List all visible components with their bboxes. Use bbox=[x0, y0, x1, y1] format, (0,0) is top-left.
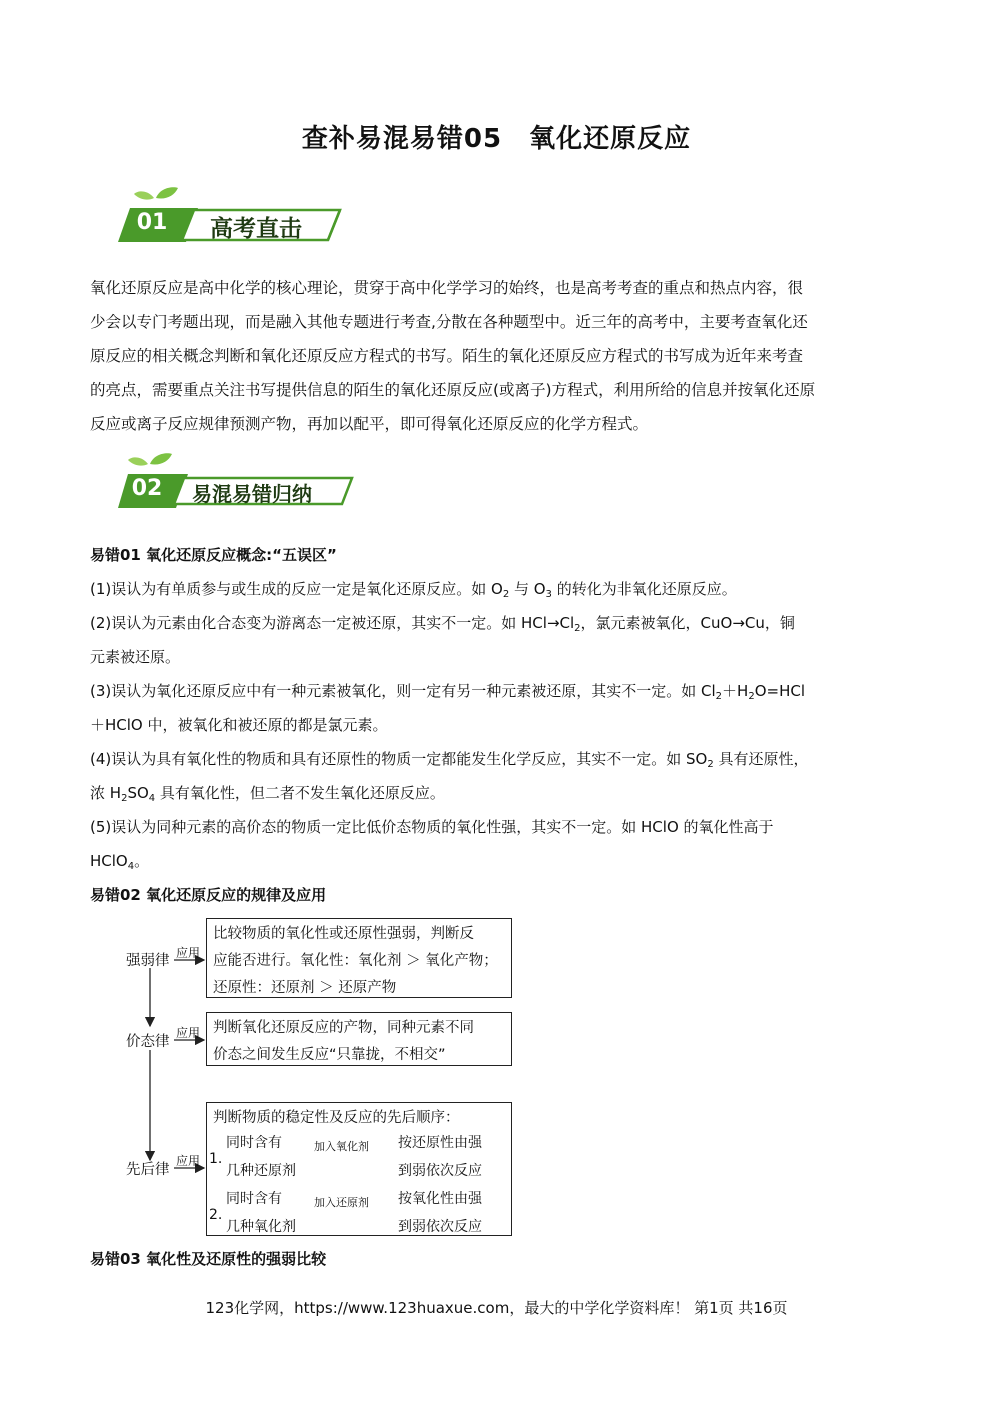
law-order: 先后律 bbox=[126, 1162, 170, 1178]
box-line: 比较物质的氧化性或还原性强弱，判断反 bbox=[213, 926, 474, 942]
err01-point-5: (5)误认为同种元素的高价态的物质一定比低价态物质的氧化性强，其实不一定。如 HClO 的氧化性高于 bbox=[90, 818, 774, 836]
section-number: 01 bbox=[136, 210, 168, 235]
text: (1)误认为有单质参与或生成的反应一定是氧化还原反应。如 O bbox=[90, 580, 503, 598]
valence-rule-box bbox=[206, 1012, 512, 1066]
text: 。 bbox=[134, 852, 150, 870]
item-2-number: 2. bbox=[209, 1207, 223, 1223]
intro-paragraph bbox=[90, 271, 905, 441]
box-line: 应能否进行。氧化性：氧化剂 ＞ 氧化产物； bbox=[213, 953, 498, 969]
err03-heading: 易错03 氧化性及还原性的强弱比较 bbox=[90, 1250, 327, 1268]
item-2-c: 按氧化性由强 bbox=[398, 1191, 482, 1207]
section-badge-01 bbox=[118, 186, 348, 246]
item-2-b: 几种氧化剂 bbox=[226, 1219, 296, 1235]
intro-line: 少会以专门考题出现，而是融入其他专题进行考查,分散在各种题型中。近三年的高考中，主要考查氧化还 bbox=[90, 313, 808, 331]
intro-line: 原反应的相关概念判断和氧化还原反应方程式的书写。陌生的氧化还原反应方程式的书写成为近年来考查 bbox=[90, 347, 804, 365]
text: ＋H bbox=[722, 682, 749, 700]
item-1-d: 到弱依次反应 bbox=[398, 1163, 482, 1179]
item-1-c: 按还原性由强 bbox=[398, 1135, 482, 1151]
err02-heading: 易错02 氧化还原反应的规律及应用 bbox=[90, 886, 327, 904]
err01-point-2-cont: 元素被还原。 bbox=[90, 648, 181, 666]
err01-point-2 bbox=[90, 612, 910, 640]
item-1-b: 几种还原剂 bbox=[226, 1163, 296, 1179]
section-label: 易混易错归纳 bbox=[192, 482, 312, 506]
box-line: 判断物质的稳定性及反应的先后顺序： bbox=[213, 1110, 460, 1126]
item-1-number: 1. bbox=[209, 1151, 223, 1167]
page-title: 查补易混易错05 氧化还原反应 bbox=[301, 124, 692, 154]
subscript: 2 bbox=[121, 793, 128, 804]
item-2-arrow-label: 加入还原剂 bbox=[314, 1196, 369, 1209]
subscript: 4 bbox=[127, 861, 135, 872]
intro-line: 的亮点，需要重点关注书写提供信息的陌生的氧化还原反应(或离子)方程式，利用所给的信息并按氧化还原 bbox=[90, 381, 816, 399]
item-1-a: 同时含有 bbox=[226, 1135, 282, 1151]
text: O=HCl bbox=[754, 682, 805, 700]
subscript: 4 bbox=[148, 793, 156, 804]
subscript: 2 bbox=[707, 759, 714, 770]
law-valence: 价态律 bbox=[126, 1034, 170, 1050]
err01-point-3 bbox=[90, 680, 910, 708]
text: HClO bbox=[90, 852, 128, 870]
subscript: 3 bbox=[545, 589, 552, 600]
text: SO bbox=[127, 784, 149, 802]
text: 的转化为非氧化还原反应。 bbox=[551, 580, 737, 598]
apply-label: 应用 bbox=[176, 1154, 201, 1168]
box-line: 还原性：还原剂 ＞ 还原产物 bbox=[213, 980, 397, 996]
section-number: 02 bbox=[131, 476, 163, 501]
text: (2)误认为元素由化合态变为游离态一定被还原，其实不一定。如 HCl→Cl bbox=[90, 614, 575, 632]
text: 具有氧化性，但二者不发生氧化还原反应。 bbox=[155, 784, 445, 802]
apply-label: 应用 bbox=[176, 1026, 201, 1040]
text: ，氯元素被氧化，CuO→Cu，铜 bbox=[580, 614, 795, 632]
text: (4)误认为具有氧化性的物质和具有还原性的物质一定都能发生化学反应，其实不一定。如 SO bbox=[90, 750, 708, 768]
subscript: 2 bbox=[748, 691, 755, 702]
law-strength: 强弱律 bbox=[126, 953, 170, 969]
err01-point-4 bbox=[90, 748, 910, 776]
intro-line: 反应或离子反应规律预测产物，再加以配平，即可得氧化还原反应的化学方程式。 bbox=[90, 415, 649, 433]
err01-point-1 bbox=[90, 578, 910, 606]
subscript: 2 bbox=[574, 623, 581, 634]
subscript: 2 bbox=[715, 691, 723, 702]
err01-point-5-cont bbox=[90, 850, 910, 878]
box-line: 判断氧化还原反应的产物，同种元素不同 bbox=[213, 1020, 474, 1036]
page-footer: 123化学网，https://www.123huaxue.com，最大的中学化学资料库！ 第1页 共16页 bbox=[205, 1299, 788, 1317]
box-line: 价态之间发生反应“只靠拢，不相交” bbox=[213, 1047, 446, 1063]
err01-point-3-cont: ＋HClO 中，被氧化和被还原的都是氯元素。 bbox=[90, 716, 388, 734]
text: 具有还原性， bbox=[713, 750, 809, 768]
err01-heading: 易错01 氧化还原反应概念:“五误区” bbox=[90, 546, 337, 564]
strength-rule-box bbox=[206, 918, 512, 998]
section-label: 高考直击 bbox=[210, 216, 302, 242]
apply-label: 应用 bbox=[176, 946, 201, 960]
text: (3)误认为氧化还原反应中有一种元素被氧化，则一定有另一种元素被还原，其实不一定。如 Cl bbox=[90, 682, 716, 700]
item-2-d: 到弱依次反应 bbox=[398, 1219, 482, 1235]
item-2-a: 同时含有 bbox=[226, 1191, 282, 1207]
subscript: 2 bbox=[502, 589, 510, 600]
text: 与 O bbox=[509, 580, 546, 598]
text: 浓 H bbox=[90, 784, 122, 802]
err01-point-4-cont bbox=[90, 782, 910, 810]
section-badge-02 bbox=[118, 452, 358, 512]
intro-line: 氧化还原反应是高中化学的核心理论，贯穿于高中化学学习的始终，也是高考考查的重点和热点内容，很 bbox=[90, 279, 804, 297]
item-1-arrow-label: 加入氧化剂 bbox=[314, 1140, 369, 1153]
